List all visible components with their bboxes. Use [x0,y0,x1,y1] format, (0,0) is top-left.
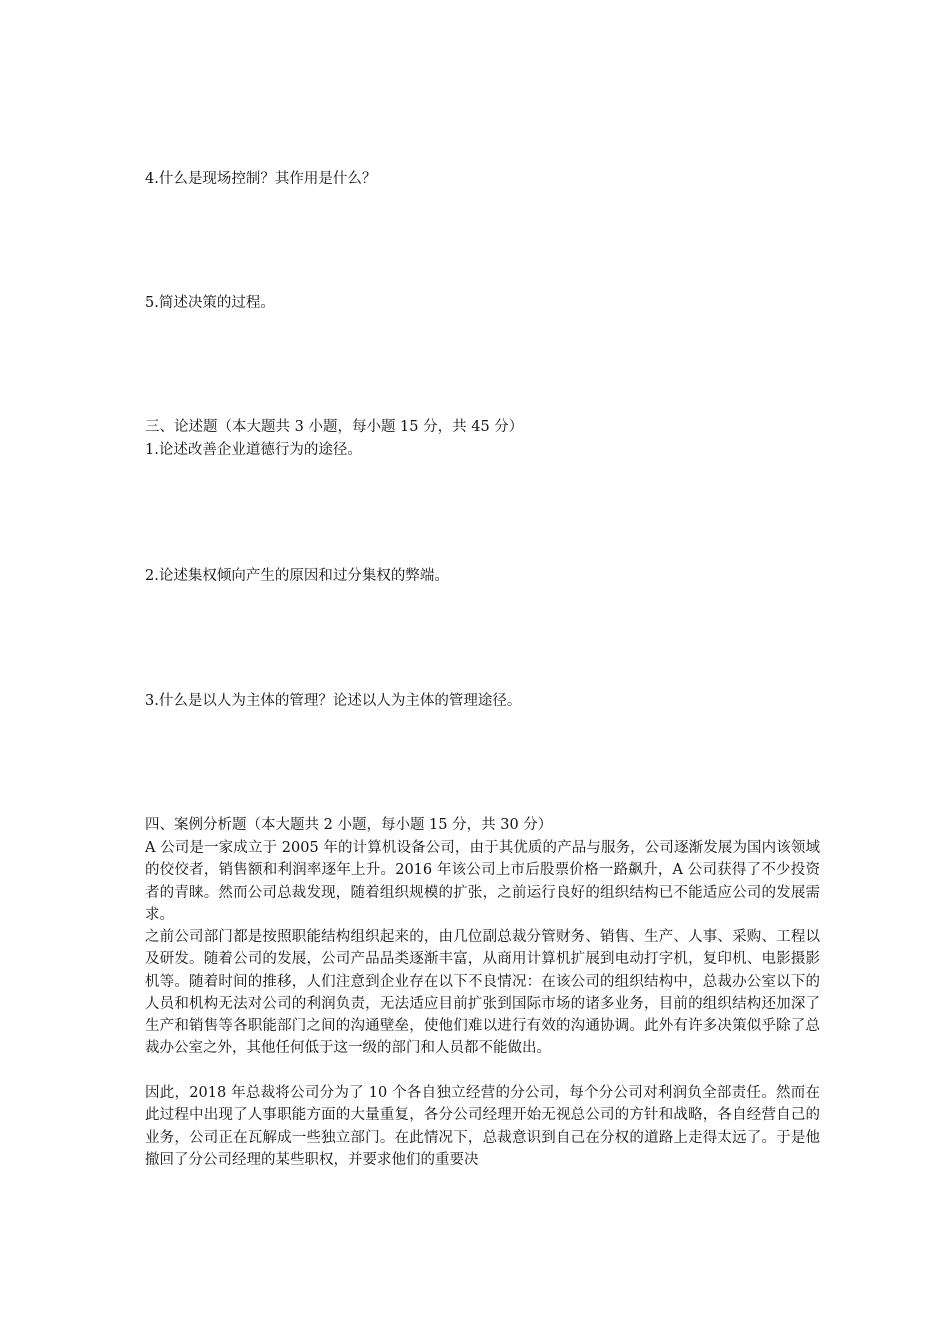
case-paragraph-3: 因此，2018 年总裁将公司分为了 10 个各自独立经营的分公司，每个分公司对利润负全部责任。然而在此过程中出现了人事职能方面的大量重复，各分公司经理开始无视总公司的方针和战略，各自经营自己的业务，公司正在瓦解成一些独立部门。在此情况下，总裁意识到自己在分权的道路上走得太远了。于是他撤回了分公司经理的某些职权，并要求他们的重要决 [145,1085,820,1168]
essay-question-3: 3.什么是以人为主体的管理？论述以人为主体的管理途径。 [145,693,522,709]
case-paragraph-1: A 公司是一家成立于 2005 年的计算机设备公司，由于其优质的产品与服务，公司逐渐发展为国内该领域的佼佼者，销售额和利润率逐年上升。2016 年该公司上市后股票价格一路飙升，A 公司获得了不少投资者的青睐。然而公司总裁发现，随着组织规模的扩张，之前运行良好的组织结构已不能适应公司的发展需求。 [145,840,820,923]
question-5: 5.简述决策的过程。 [145,295,275,311]
section-4-heading: 四、案例分析题（本大题共 2 小题，每小题 15 分，共 30 分） [145,817,553,833]
section-3-heading: 三、论述题（本大题共 3 小题，每小题 15 分，共 45 分） [145,419,524,435]
case-paragraph-2: 之前公司部门都是按照职能结构组织起来的，由几位副总裁分管财务、销售、生产、人事、采购、工程以及研发。随着公司的发展，公司产品品类逐渐丰富，从商用计算机扩展到电动打字机，复印机、电影摄影机等。随着时间的推移，人们注意到企业存在以下不良情况：在该公司的组织结构中，总裁办公室以下的人员和机构无法对公司的利润负责，无法适应目前扩张到国际市场的诸多业务，目前的组织结构还加深了生产和销售等各职能部门之间的沟通壁垒，使他们难以进行有效的沟通协调。此外有许多决策似乎除了总裁办公室之外，其他任何低于这一级的部门和人员都不能做出。 [145,929,820,1057]
essay-question-1: 1.论述改善企业道德行为的途径。 [145,442,362,458]
essay-question-2: 2.论述集权倾向产生的原因和过分集权的弊端。 [145,568,449,584]
question-4: 4.什么是现场控制？其作用是什么？ [145,171,377,187]
